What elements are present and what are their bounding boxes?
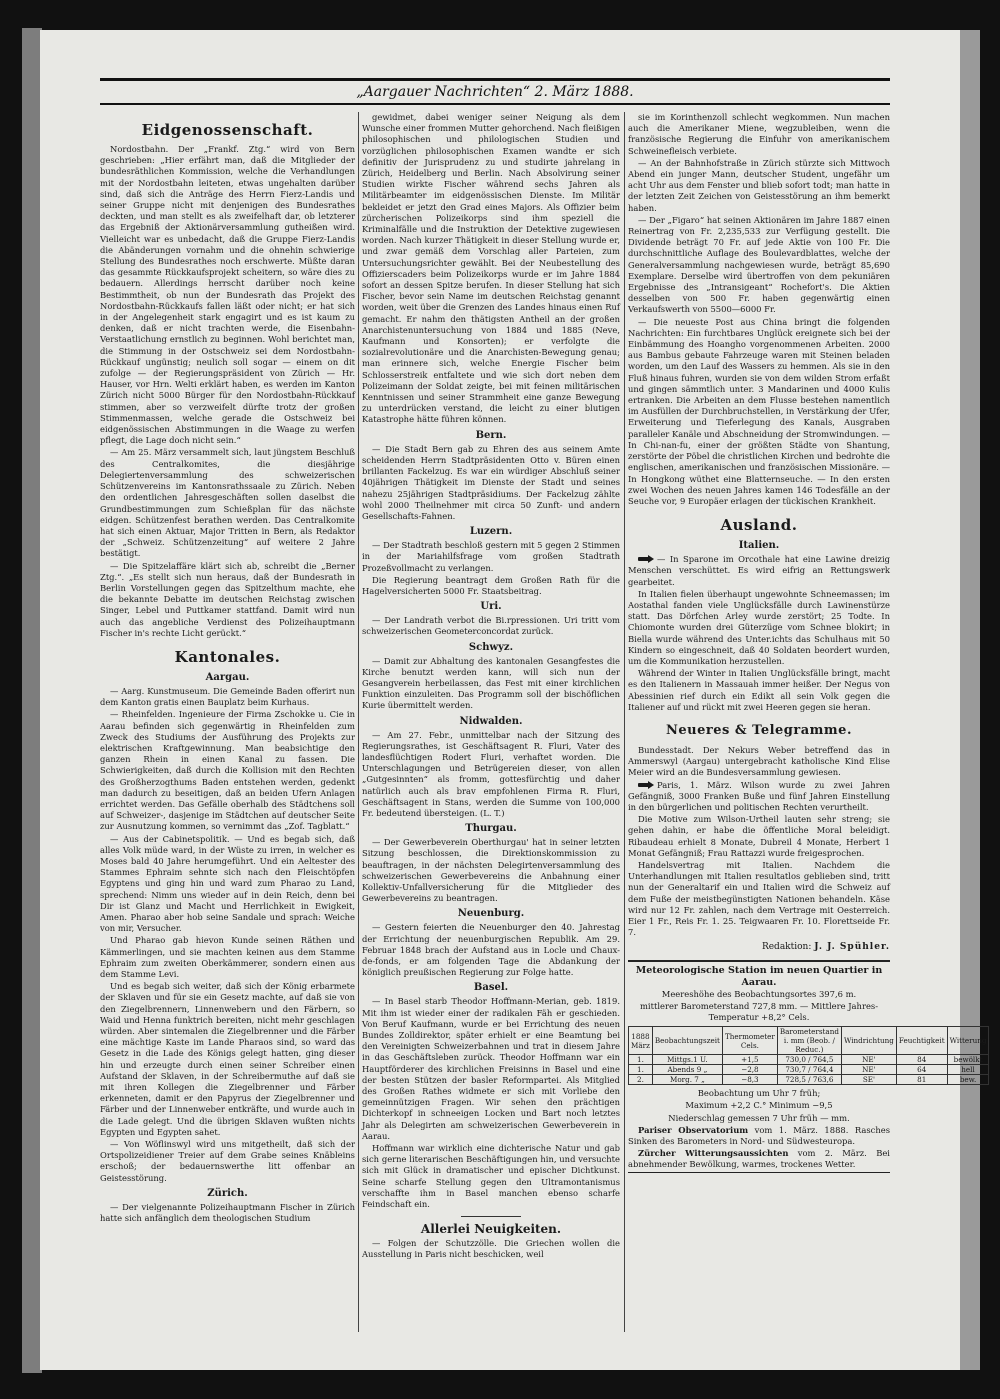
table-cell: 730,7 / 764,4: [777, 1065, 841, 1075]
article-figaro: — Der „Figaro“ hat seinen Aktionären im Jahre 1887 einen Reinertrag von Fr. 2,235,533 zur Verfügung gestellt. Die Dividende beträgt 70 Fr. auf jede Aktie von 100 Fr. Die durchschnittliche Auflage des Boulevardblattes, welche der Generalversammlung nachgewiesen wurde, beträgt 85,690 Exemplare. Derselbe wird übertroffen von dem pekuniären Ergebnisse des „Intransigeant“ Rochefort's. Die Aktien desselben von 500 Fr. haben gegenwärtig einen Verkaufswerth von 5500—6000 Fr.: [628, 214, 890, 315]
subheading-thurgau: Thurgau.: [465, 823, 517, 835]
column-divider-1: [358, 112, 359, 1332]
article-schwyz: — Damit zur Abhaltung des kantonalen Gesangfestes die Kirche benutzt werden kann, will sich nun der Gesangverein herbeilassen, das Fest mit einer kirchlichen Funktion einzuleiten. Das Programm soll der bischöflichen Kurie übermittelt werden.: [362, 655, 620, 711]
article-luzern-hagel: Die Regierung beantragt dem Großen Rath für die Hagelversicherten 5000 Fr. Staatsbeitrag.: [362, 574, 620, 596]
telegram-paris-text: Paris, 1. März. Wilson wurde zu zwei Jahren Gefängniß, 3000 Franken Buße und fünf Jahren Einstellung in den bürgerlichen und politischen Rechten verurtheilt.: [628, 779, 890, 812]
article-schuetzenverein: — Am 25. März versammelt sich, laut jüngstem Beschluß des Centralkomites, die diesjährige Delegiertenversammlung des schweizerischen Schützenvereins im Kantonsrathssaale zu Zürich. Neben den ordentlichen Jahresgeschäften sollen daselbst die Grundbestimmungen zum Schießplan für das nächste eidgen. Schützenfest berathen werden. Das Centralkomite hat sich einen Aktuar, Major Tritten in Bern, als Redaktor der „Schweiz. Schützenzeitung“ auf weitere 2 Jahre bestätigt.: [100, 447, 355, 559]
subheading-italien: Italien.: [738, 540, 780, 552]
telegram-bundesstadt: Bundesstadt. Der Nekurs Weber betreffend das in Ammerswyl (Aargau) untergebracht katholische Kind Elise Meier wird an die Bundesversammlung gewiesen.: [628, 744, 890, 778]
article-massauah: Während der Winter in Italien Unglücksfälle bringt, macht es den Italienern in Massauah immer heißer. Der Negus von Abessinien rief durch ein Edikt all sein Volk gegen die Italiener auf und rückt mit zwei Heeren gegen sie heran.: [628, 668, 890, 712]
article-nordostbahn: Nordostbahn. Der „Frankf. Ztg.“ wird von Bern geschrieben: „Hier erfährt man, daß die Mitglieder der bundesräthlichen Kommission, welche die Verhandlungen mit der Nordostbahn leiteten, etwas ungehalten darüber sind, daß sich die Anträge des Herrn Fierz-Landis und seiner Gruppe nicht mit denjenigen des Bundesrathes deckten, und man stellt es als zweifelhaft dar, ob letzterer das Ergebniß der Aktionärversammlung gutheißen wird. Vielleicht war es unbedacht, daß die Gruppe Fierz-Landis die Abänderungen vornahm und die ohnehin schwierige Stellung des Bundesrathes noch erschwerte. Müßte daran das gesammte Rückkaufsprojekt scheitern, so wäre dies zu bedauern. Allerdings herrscht darüber noch keine Bestimmtheit, ob nun der Bundesrath das Projekt des Nordostbahn-Rückkaufs fallen läßt oder nicht; er hat sich in der Angelegenheit stark engagirt und es ist kaum zu denken, daß er nicht trachten werde, die Eisenbahn-Verstaatlichung ernstlich zu beginnen. Wohl berichtet man, die Stimmung in der Ostschweiz sei dem Nordostbahn-Rückkauf ungünstig; neulich soll sogar — einem on dit zufolge — der Regierungspräsident von Zürich — Hr. Hauser, vor Hrn. Welti erklärt haben, es werden im Kanton Zürich nicht 5000 Bürger für den Nordostbahn-Rückkauf stimmen, aber so verzweifelt dürfte trotz der großen Stimmenmassen, welche gerade die Ostschweiz bei eidgenössischen Abstimmungen in die Waage zu werfen pflegt, die Lage doch nicht sein.“: [100, 144, 355, 446]
article-schutzzoelle: — Folgen der Schutzzölle. Die Griechen wollen die Ausstellung in Paris nicht beschicken, weil: [362, 1238, 620, 1260]
table-cell: 1.: [629, 1055, 653, 1065]
table-cell: SE': [841, 1075, 896, 1085]
table-cell: Morg. 7 „: [652, 1075, 722, 1085]
table-cell: 1.: [629, 1065, 653, 1075]
meteo-header-row: [629, 1027, 989, 1055]
subheading-schwyz: Schwyz.: [468, 641, 514, 653]
table-row: [629, 1055, 989, 1065]
header-rule-top: [100, 78, 890, 81]
column-3: [628, 112, 987, 1173]
table-cell: bewölkt: [947, 1055, 989, 1065]
table-cell: 84: [896, 1055, 947, 1065]
article-uri: — Der Landrath verbot die Bi.rpressionen. Uri tritt vom schweizerischen Geometerconcordat zurück.: [362, 615, 620, 637]
subheading-basel: Basel.: [473, 982, 509, 994]
table-cell: 81: [896, 1075, 947, 1085]
section-heading-allerlei: Allerlei Neuigkeiten.: [420, 1222, 562, 1237]
meteo-header-cell: Windrichtung: [841, 1027, 896, 1055]
meteo-header-cell: Thermometer Cels.: [722, 1027, 777, 1055]
subheading-uri: Uri.: [480, 601, 502, 613]
meteo-header-cell: 1888 März: [629, 1027, 653, 1055]
article-nidwalden: — Am 27. Febr., unmittelbar nach der Sitzung des Regierungsrathes, ist Geschäftsagent R. Fluri, Vater des landesflüchtigen Rodert Fluri, verhaftet worden. Die Unterschlagungen und Betrügereien dieser, von allen „Gutgesinnten“ als fromm, gottesfürchtig und daher natürlich auch als brav empfohlenen Firma R. Fluri, Geschäftsagent in Stans, werden die Summe von 100,000 Fr. bedeutend übersteigen. (L. T.): [362, 729, 620, 818]
redaktion-line: [628, 942, 890, 953]
meteo-header-cell: Barometerstand i. mm (Beob. / Reduc.): [777, 1027, 841, 1055]
page-header: [100, 78, 890, 108]
article-bahnhofstrasse: — An der Bahnhofstraße in Zürich stürzte sich Mittwoch Abend ein junger Mann, deutscher Student, ungefähr um acht Uhr aus dem Fenster und blieb sofort todt; man hatte in der letzten Zeit Zeichen von Geistesstörung an ihm bemerkt haben.: [628, 157, 890, 213]
paris-observatory: [628, 1125, 890, 1147]
redaktion-label: Redaktion:: [761, 942, 812, 953]
pointing-hand-icon: [638, 555, 654, 563]
table-cell: NE': [841, 1065, 896, 1075]
meteo-header-cell: Witterung: [947, 1027, 989, 1055]
meteo-title: Meteorologische Station im neuen Quartier in Aarau.: [635, 964, 883, 988]
article-cabinetspolitik-3: Und es begab sich weiter, daß sich der König erbarmete der Sklaven und für sie ein Gesetz machte, auf daß sie von den Ziegelbrennern, Linnenwebern und den Färbern, so Waid und Henna funktrich bereiten, nicht mehr geschlagen würden. Aber sintemalen die Ziegelbrenner und die Färber eine mächtige Kaste im Lande Pharaos sind, so ward das Gesetz in die Lade des Königs gelegt hatten, ging dieser hin und erzeugte durch einen seiner Schreiber einen Aufstand der Sklaven, in der Schreibermuthe auf daß sie mit ihren Kollegen die Ziegelbrenner und Färber erkenneten, damit er den Papyrus der Ziegelbrenner und Färber und der Linnenweber entkräfte, und wurde auch in die Lade gelegt. Und die übrigen Sklaven wußten nichts Egypten und Egypten sahet.: [100, 981, 355, 1137]
table-cell: −2,8: [722, 1065, 777, 1075]
section-heading-ausland: Ausland.: [720, 516, 798, 535]
table-cell: Abends 9 „: [652, 1065, 722, 1075]
table-cell: 2.: [629, 1075, 653, 1085]
table-cell: 64: [896, 1065, 947, 1075]
redaktion-name: J. J. Spühler.: [814, 942, 890, 953]
section-heading-eidgenossenschaft: Eidgenossenschaft.: [141, 121, 314, 139]
zurich-forecast-text: vom 2. März. Bei abnehmender Bewölkung, warmes, trockenes Wetter.: [628, 1148, 890, 1170]
meteo-precipitation: Niederschlag gemessen 7 Uhr früh — mm.: [668, 1112, 850, 1123]
table-cell: +1,5: [722, 1055, 777, 1065]
article-cabinetspolitik-2: Und Pharao gab hievon Kunde seinen Räthen und Kämmerlingen, und sie machten keinen aus dem Stamme Ephraim zum zweiten Oberkämmerer, sondern einen aus dem Stamme Levi.: [100, 935, 355, 980]
meteo-elevation: Meereshöhe des Beobachtungsortes 397,6 m.: [661, 988, 857, 999]
meteo-min-max: Maximum +2,2 C.° Minimum −9,5: [685, 1100, 833, 1111]
separator: [461, 1216, 521, 1217]
meteo-averages: mittlerer Barometerstand 727,8 mm. — Mittlere Jahres-Temperatur +8,2° Cels.: [639, 1000, 879, 1023]
column-divider-2: [624, 112, 625, 1332]
table-row: [629, 1075, 989, 1085]
article-sparone-text: — In Sparone im Orcothale hat eine Lawine dreizig Menschen verschüttet. Es wird eifrig an Rettungswerk gearbeitet.: [628, 554, 890, 587]
article-china: — Die neueste Post aus China bringt die folgenden Nachrichten: Ein furchtbares Unglück ereignete sich bei der Einbämmung des Hoangho vorgenommenen Arbeiten. 2000 aus Bambus gebaute Fahrzeuge waren mit Steinen beladen worden, um den Lauf des Wassers zu hemmen. Als sie in den Fluß hinaus fuhren, wurden sie von dem wilden Strom erfaßt und gingen sämmtlich unter. 3 Mandarinen und 4000 Kulis ertranken. Die Arbeiten an dem Flusse bestehen namentlich im Ausfüllen der Durchbruchstellen, in Verstärkung der Ufer, Erweiterung und Tieferlegung des Kanals, Ausgraben paralleler Kanäle und Abschneidung der Stromwindungen. — In Chi-nan-fu, einer der größten Städte von Shantung, zerstörte der Pöbel die christlichen Kirchen und bedrohte die englischen, amerikanischen und französischen Missionäre. — In Hongkong wüthet eine Blatternseuche. — In den ersten zwei Wochen des neuen Jahres kamen 146 Todesfälle an der Seuche vor, 9 Europäer erlagen der tückischen Krankheit.: [628, 316, 890, 506]
column-1: [100, 112, 355, 1225]
article-fischer: — Der vielgenannte Polizeihauptmann Fischer in Zürich hatte sich anfänglich dem theologischen Studium: [100, 1201, 355, 1224]
table-cell: hell: [947, 1065, 989, 1075]
article-sparone: [628, 554, 890, 588]
article-basel-hoffmann-2: Hoffmann war wirklich eine dichterische Natur und gab sich gerne literarischen Beschäftigungen hin, und versuchte sich mit Glück in dramatischer und epischer Dichtkunst. Seine scharfe Stellung gegen den Ultramontanismus verschaffte ihm in Basel manchen ebenso scharfe Feindschaft ein.: [362, 1143, 620, 1210]
subheading-luzern: Luzern.: [469, 526, 513, 538]
telegram-paris: [628, 780, 890, 814]
article-schneemassen: In Italien fielen überhaupt ungewohnte Schneemassen; im Aostathal fanden viele Unglücksfälle durch Lawinenstürze statt. Das Dörfchen Arley wurde zerstört; 25 Todte. In Chiomonte wurden drei Güterzüge vom Schnee blokirt; in Biella wurde während des Unter.ichts das Schulhaus mit 50 Kindern so eingeschneit, daß 40 Soldaten beordert wurden, um die Kommunikation herzustellen.: [628, 588, 890, 666]
section-heading-kantonales: Kantonales.: [174, 647, 281, 666]
article-rheinfelden: — Rheinfelden. Ingenieure der Firma Zschokke u. Cie in Aarau befinden sich gegenwärtig in Rheinfelden zum Zweck des Studiums der Ausführung des Projekts zur elektrischen Kraftgewinnung. Man beabsichtige den ganzen Rhein in einen Kanal zu fassen. Die Schwierigkeiten, daß durch die Kollision mit den Rechten des Großherzogthums Baden entstehen werden, gedenkt man dadurch zu beseitigen, daß an beiden Ufern Anlagen errichtet werden. Das Gefälle oberhalb des Städtchens soll auf Schweizer-, dasjenige im Städtchen auf deutscher Seite zur Ausnutzung kommen, so vernimmt das „Zof. Tagblatt.“: [100, 709, 355, 832]
section-heading-telegramme: Neueres & Telegramme.: [666, 722, 852, 738]
table-cell: Mittgs.1 U.: [652, 1055, 722, 1065]
article-neuenburg: — Gestern feierten die Neuenburger den 40. Jahrestag der Errichtung der neuenburgischen Republik. Am 29. Februar 1848 brach der Aufstand aus in Locle und Chaux-de-fonds, er am folgenden Tage die Abdankung der königlich preußischen Regierung zur Folge hatte.: [362, 922, 620, 978]
article-fischer-cont: gewidmet, dabei weniger seiner Neigung als dem Wunsche einer frommen Mutter gehorchend. Nach fleißigen philosophischen und philologischen Studien und vorzüglichen philosophischen Examen wandte er sich definitiv der Jurisprudenz zu und studirte jahrelang in Zürich, Heidelberg und Berlin. Nach Absolvirung seiner Studien wirkte Fischer während sechs Jahren als Militärbeamter im eidgenössischen Dienste. Im Militär bekleidet er jetzt den Grad eines Majors. Als Offizier beim zürcherischen Polizeikorps sind ihm speziell die Kriminalfälle und die Instruktion der Detektive zugewiesen worden. Nach kurzer Thätigkeit in dieser Stellung wurde er, und zwar gemäß dem Vorschlag aller Parteien, zum Untersuchungsrichter gewählt. Bei der Neubestellung des Offizierscaders beim Polizeikorps wurde er im Jahre 1884 sofort an dessen Spitze berufen. In dieser Stellung hat sich Fischer, bevor sein Name im deutschen Reichstag genannt worden, weit über die Grenzen des Landes hinaus einen Ruf gemacht. Er nahm den thätigsten Antheil an der großen Anarchistenuntersuchung von 1884 und 1885 (Neve, Kaufmann und Konsorten); er verfolgte die sozialrevolutionäre und die Anarchisten-Bewegung genau; man erinnere sich, welche Energie Fischer beim Schlosserstreik entfaltete und wie sich dort neben dem Polizeimann der Soldat zeigte, bei mit feinen militärischen Kenntnissen und seiner Strammheit eine ganze Bewegung zu unterdrücken verstand, die leicht zu einer blutigen Katastrophe hätte führen können.: [362, 112, 620, 425]
table-cell: 730,0 / 764,5: [777, 1055, 841, 1065]
subheading-neuenburg: Neuenburg.: [457, 908, 525, 920]
table-cell: 728,5 / 763,6: [777, 1075, 841, 1085]
meteo-box: [628, 960, 987, 1173]
telegram-handelsvertrag: Handelsvertrag mit Italien. Nachdem die Unterhandlungen mit Italien resultatlos geblieben sind, tritt nun der Generaltarif ein und Italien wird die Schweiz auf dem Fuße der meistbegünstigten Nationen behandeln. Käse wird nur 12 Fr. zahlen, nach dem Vertrage mit Oesterreich. Eier 1 Fr., Reis Fr. 1. 25. Teigwaaren Fr. 10. Florettseide Fr. 7.: [628, 859, 890, 938]
subheading-zurich: Zürich.: [207, 1187, 248, 1199]
subheading-bern: Bern.: [475, 429, 507, 441]
table-cell: bew.: [947, 1075, 989, 1085]
telegram-wilson-motive: Die Motive zum Wilson-Urtheil lauten sehr streng; sie gehen dahin, er habe die öffentliche Moral beleidigt. Ribaudeau erhielt 8 Monate, Dubreil 4 Monate, Herbert 1 Monat Gefängniß; Frau Rattazzi wurde freigesprochen.: [628, 814, 890, 858]
meteo-table: [628, 1026, 989, 1085]
subheading-nidwalden: Nidwalden.: [459, 715, 523, 727]
subheading-aargau: Aargau.: [205, 671, 250, 683]
article-basel-hoffmann: — In Basel starb Theodor Hoffmann-Merian, geb. 1819. Mit ihm ist wieder einer der radikalen Fäh er geschieden. Von Beruf Kaufmann, wurde er bei Errichtung des neuen Bundes Zolldirektor, später erhielt er eine Beamtung bei den Vereinigten Schweizerbahnen und trat in diesem Jahre in das Geschäftsleben zurück. Theodor Hoffmann war ein Hauptförderer des kirchlichen Freisinns in Basel und eine der besten Stützen der basler Reformpartei. Als Mitglied des Großen Rathes widmete er sich mit Vorliebe den gemeinnützigen Fragen. Wir sehen den prächtigen Dichterkopf in schneeigen Locken und Bart noch letztes Jahr als Delegirten am schweizerischen Gewerbeverein in Aarau.: [362, 996, 620, 1141]
article-korinthen: sie im Korinthenzoll schlecht wegkommen. Nun machen auch die Amerikaner Miene, wegzubleiben, wenn die französische Regierung die Einfuhr von amerikanischem Schweinefleisch verbiete.: [628, 112, 890, 156]
table-row: [629, 1065, 989, 1075]
page-edge-left: [22, 28, 42, 1373]
header-title: „Aargauer Nachrichten“ 2. März 1888.: [356, 84, 634, 100]
paris-observatory-text: vom 1. März. 1888. Rasches Sinken des Barometers in Nord- und Südwesteuropa.: [628, 1124, 890, 1147]
article-spitzelaffaere: — Die Spitzelaffäre klärt sich ab, schreibt die „Berner Ztg.“. „Es stellt sich nun heraus, daß der Bundesrath in Berlin Vorstellungen gegen das Spitzelthum machte, ehe die bekannte Debatte im deutschen Reichstag zwischen Singer, Lebel und Puttkamer stattfand. Damit wird nun auch das angebliche Verdienst des Polizeihauptmann Fischer in's rechte Licht gerückt.“: [100, 560, 355, 638]
article-luzern-stadtrath: — Der Stadtrath beschloß gestern mit 5 gegen 2 Stimmen in der Mariahilfsfrage vom großen Stadtrath Prozeßvollmacht zu verlangen.: [362, 540, 620, 573]
article-woeflinswyl: — Von Wöflinswyl wird uns mitgetheilt, daß sich der Ortspolizeidiener Treier auf dem Grabe seines Knäbleins erschoß; der bedauernswerthe litt offenbar an Geistesstörung.: [100, 1139, 355, 1183]
zurich-forecast: [628, 1148, 890, 1170]
article-bern-fackelzug: — Die Stadt Bern gab zu Ehren des aus seinem Amte scheidenden Herrn Stadtpräsidenten Otto v. Büren einen brillanten Fackelzug. Es war ein würdiger Abschluß seiner 40jährigen Thätigkeit im Dienste der Stadt und seines nahezu 25jährigen Stadtpräsidiums. Der Fackelzug zählte wohl 2000 Theilnehmer mit circa 50 Zunft- und andern Gesellschafts-Fahnen.: [362, 443, 620, 521]
article-kunstmuseum: — Aarg. Kunstmuseum. Die Gemeinde Baden offerirt nun dem Kanton gratis einen Bauplatz beim Kurhaus.: [100, 685, 355, 708]
pointing-hand-icon: [638, 781, 654, 789]
meteo-observation-time: Beobachtung um Uhr 7 früh;: [697, 1088, 821, 1099]
zurich-forecast-label: Zürcher Witterungsaussichten: [638, 1148, 789, 1159]
page-edge-right: [958, 30, 980, 1370]
table-cell: −8,3: [722, 1075, 777, 1085]
meteo-header-cell: Beobachtungszeit: [652, 1027, 722, 1055]
article-thurgau: — Der Gewerbeverein Oberthurgau' hat in seiner letzten Sitzung beschlossen, die Direktionskommission zu beauftragen, in der nächsten Delegirtenversammlung des schweizerischen Gewerbevereins die Anbahnung einer Kollektiv-Unfallversicherung für die Mitglieder des Gewerbevereins zu beantragen.: [362, 837, 620, 904]
paris-observatory-label: Pariser Observatorium: [638, 1124, 749, 1135]
meteo-header-cell: Feuchtigkeit: [896, 1027, 947, 1055]
table-cell: NE': [841, 1055, 896, 1065]
header-rule-bottom: [100, 103, 890, 105]
column-2: [362, 112, 620, 1262]
article-cabinetspolitik: — Aus der Cabinetspolitik. — Und es begab sich, daß alles Volk müde ward, in der Wüste zu irren, in welcher es Moses bald 40 Jahre herumgeführt. Und ein Aeltester des Stammes Ephraim sehnte sich nach den Fleischtöpfen Egyptens und ging hin und ward zum Pharao zu Land, sprechend: Nimm uns wieder auf in dein Reich, denn bei Dir ist Glanz und Macht und Herrlichkeit in Ewigkeit, Amen. Pharao aber hob seine Sandale und sprach: Weiche von mir, Versucher.: [100, 833, 355, 934]
